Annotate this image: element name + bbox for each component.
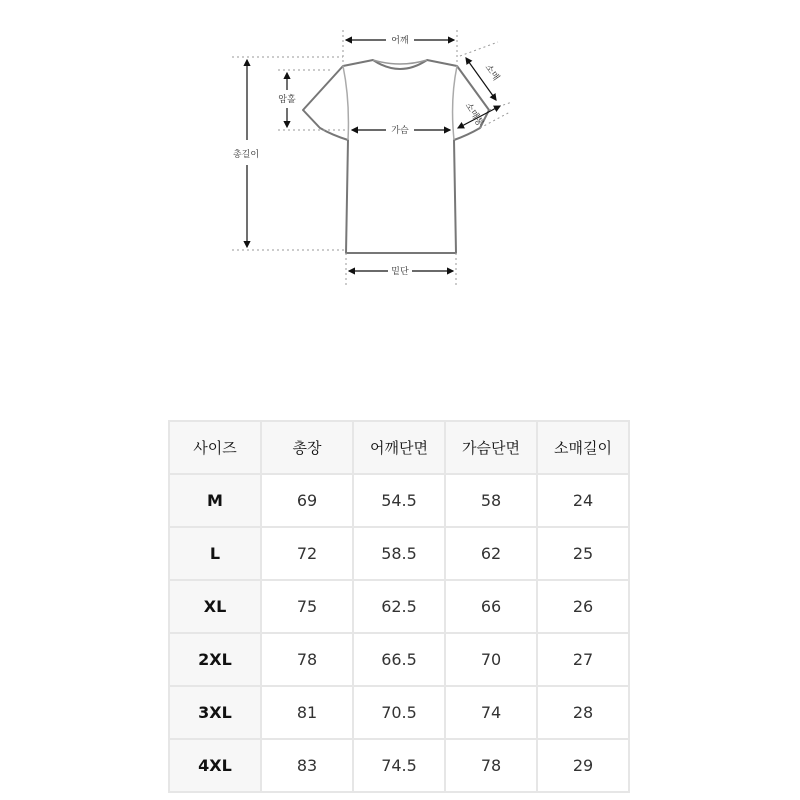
cell-shoulder-width: 62.5	[353, 580, 445, 633]
header-sleeve-length: 소매길이	[537, 421, 629, 474]
cell-sleeve-length: 24	[537, 474, 629, 527]
cell-sleeve-length: 27	[537, 633, 629, 686]
cell-shoulder-width: 58.5	[353, 527, 445, 580]
cell-shoulder-width: 74.5	[353, 739, 445, 792]
label-total-length: 총길이	[232, 150, 260, 160]
cell-total-length: 69	[261, 474, 353, 527]
table-row	[169, 686, 629, 739]
table-row	[169, 474, 629, 527]
cell-size: M	[169, 474, 261, 527]
label-shoulder: 어깨	[391, 36, 409, 46]
tshirt-sleeve-seam-right	[453, 66, 457, 140]
header-total-length: 총장	[261, 421, 353, 474]
cell-chest-width: 78	[445, 739, 537, 792]
guide-lines	[232, 30, 512, 285]
cell-shoulder-width: 66.5	[353, 633, 445, 686]
cell-chest-width: 70	[445, 633, 537, 686]
cell-sleeve-length: 28	[537, 686, 629, 739]
table-row	[169, 633, 629, 686]
tshirt-neckline	[373, 60, 427, 64]
header-shoulder-width: 어깨단면	[353, 421, 445, 474]
size-chart-table	[168, 420, 630, 793]
cell-chest-width: 74	[445, 686, 537, 739]
cell-total-length: 72	[261, 527, 353, 580]
cell-size: 2XL	[169, 633, 261, 686]
table-header-row	[169, 421, 629, 474]
label-armhole: 암홀	[278, 95, 296, 105]
cell-total-length: 81	[261, 686, 353, 739]
cell-size: 3XL	[169, 686, 261, 739]
cell-sleeve-length: 26	[537, 580, 629, 633]
tshirt-measurement-diagram	[0, 0, 800, 300]
cell-sleeve-length: 29	[537, 739, 629, 792]
cell-shoulder-width: 54.5	[353, 474, 445, 527]
cell-shoulder-width: 70.5	[353, 686, 445, 739]
table-row	[169, 527, 629, 580]
table-row	[169, 580, 629, 633]
cell-total-length: 83	[261, 739, 353, 792]
cell-size: XL	[169, 580, 261, 633]
cell-chest-width: 58	[445, 474, 537, 527]
cell-sleeve-length: 25	[537, 527, 629, 580]
label-sleeve-width: 소매통	[462, 101, 485, 129]
cell-size: L	[169, 527, 261, 580]
label-chest: 가슴	[391, 126, 409, 136]
cell-total-length: 75	[261, 580, 353, 633]
label-hem: 밑단	[391, 267, 409, 277]
header-chest-width: 가슴단면	[445, 421, 537, 474]
tshirt-outline	[303, 60, 489, 253]
cell-chest-width: 66	[445, 580, 537, 633]
cell-chest-width: 62	[445, 527, 537, 580]
cell-total-length: 78	[261, 633, 353, 686]
table-row	[169, 739, 629, 792]
tshirt-sleeve-seam-left	[343, 66, 348, 140]
label-sleeve: 소매	[482, 62, 501, 83]
header-size: 사이즈	[169, 421, 261, 474]
cell-size: 4XL	[169, 739, 261, 792]
